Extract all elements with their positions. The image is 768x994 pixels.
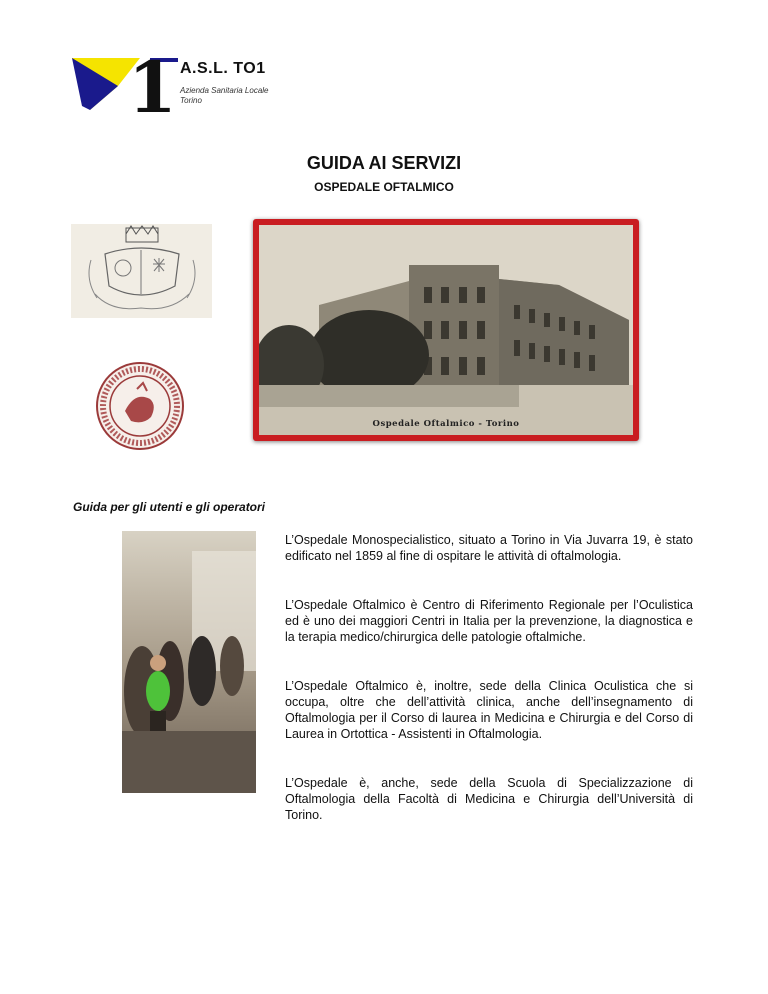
section-heading: Guida per gli utenti e gli operatori <box>73 500 266 514</box>
asl-logo <box>70 48 270 118</box>
page-title: GUIDA AI SERVIZI <box>306 153 462 173</box>
paragraph-school: L’Ospedale è, anche, sede della Scuola di Specializzazione di Oftalmologia della Facoltà di Medicina e Chirurgia dell’Università di Torino. <box>285 776 693 822</box>
paragraph-clinic: L’Ospedale Oftalmico è, inoltre, sede della Clinica Oculistica che si occupa, oltre che dell’attività clinica, anche dell’insegnamento di Oftalmologia per il Corso di laurea in Medicina e Chirurgia e del Corso di Laurea in Ortottica - Assistenti in Oftalmologia. <box>285 679 693 741</box>
hospital-photo <box>253 219 639 441</box>
waiting-area-photo <box>122 531 256 793</box>
university-seal-icon <box>95 361 185 451</box>
logo-title: A.S.L. TO1 <box>180 60 266 77</box>
coat-of-arms-image <box>71 224 212 318</box>
people-in-corridor-image <box>122 531 256 793</box>
paragraph-reference-center: L’Ospedale Oftalmico è Centro di Riferimento Regionale per l’Oculistica ed è uno dei maggiori Centri in Italia per la prevenzione, la diagnostica e la terapia medico/chirurgica delle patologie oftalmiche. <box>285 598 693 644</box>
logo-number: 1 <box>128 48 177 118</box>
hospital-photo-caption: Ospedale Oftalmico - Torino <box>372 419 520 429</box>
page-subtitle: OSPEDALE OFTALMICO <box>314 180 454 194</box>
logo-city: Torino <box>180 96 202 105</box>
paragraph-history: L’Ospedale Monospecialistico, situato a Torino in Via Juvarra 19, è stato edificato nel 1859 al fine di ospitare le attività di oftalmologia. <box>285 533 693 563</box>
coat-of-arms-icon <box>71 224 212 318</box>
hospital-building-image <box>259 225 633 435</box>
logo-subtitle: Azienda Sanitaria Locale <box>180 86 269 95</box>
